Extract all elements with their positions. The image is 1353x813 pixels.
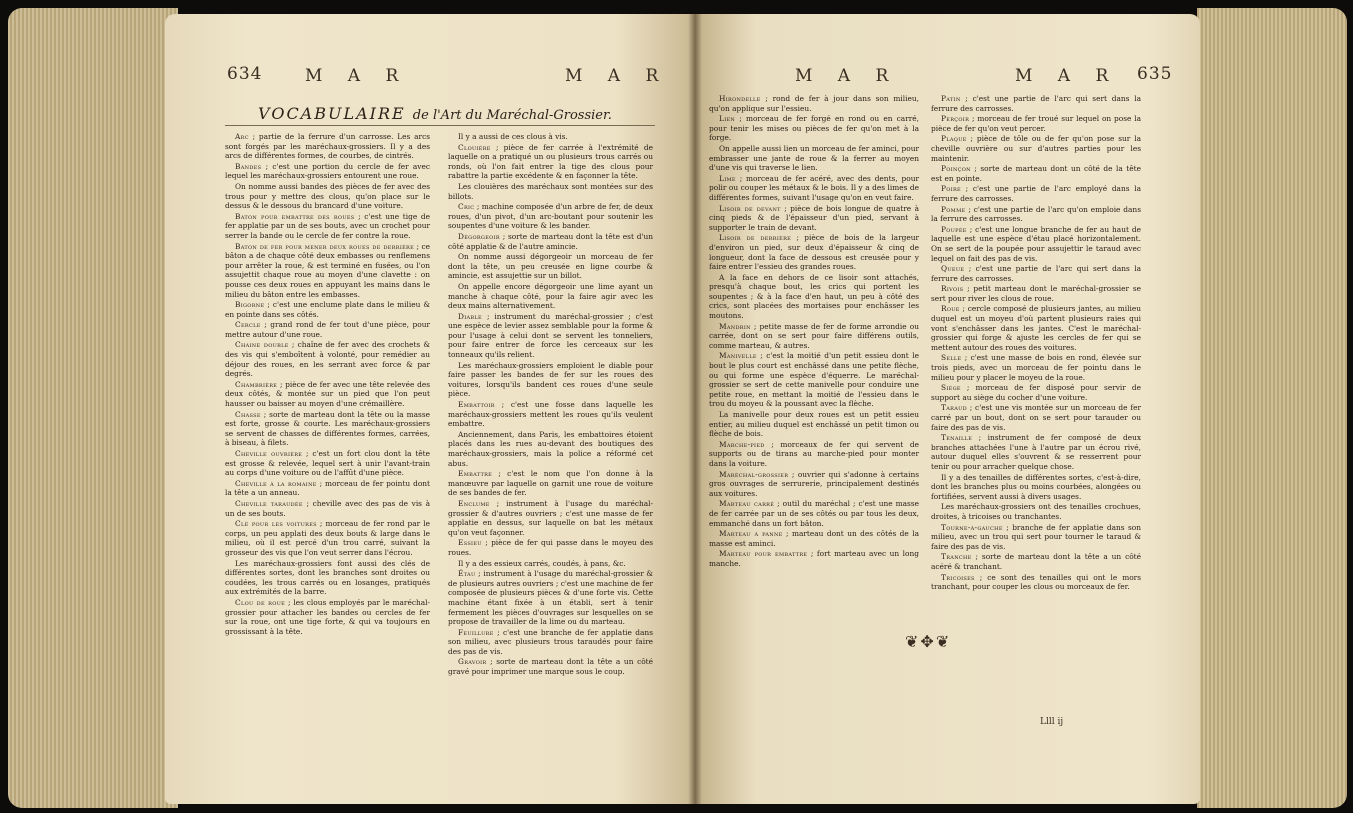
- entry: [225, 132, 430, 161]
- entry: [448, 430, 653, 468]
- entry-text: ; c'est une portion du cercle de fer avec lequel les maréchaux-grossiers entourent une roue.: [225, 161, 430, 181]
- entry-lemma: Taraud: [941, 403, 967, 413]
- entry-text: ; morceau de fer troué sur lequel on pose la pièce de fer qu'on veut percer.: [931, 114, 1141, 133]
- entry-text: ; sorte de marteau dont un côté de la tête est en pointe.: [931, 164, 1141, 183]
- entry-text: ; c'est une partie de l'arc employé dans la ferrure des carrosses.: [931, 184, 1141, 203]
- page-number-left: 634: [227, 64, 263, 84]
- entry: [448, 182, 653, 201]
- entry-text: ; sorte de marteau dont la tête a un côté gravé pour imprimer une marque sous le coup.: [448, 657, 653, 677]
- entry-lemma: Mandrin: [719, 321, 751, 331]
- entry-text: Les maréchaux-grossiers emploient le diable pour faire passer les bandes de fer sur les roues des voitures, lorsqu'ils bandent ces roues d'une seule pièce.: [448, 360, 653, 399]
- entry-text: ; c'est un fort clou dont la tête est grosse & relevée, lequel sert à unir l'avant-train au corps d'une voiture ou de l'affût d'une pièce.: [225, 449, 431, 478]
- entry-text: ; c'est une tige de fer applatie par un de ses bouts, avec un crochet pour serrer la bande ou le cercle de fer contre la roue.: [225, 211, 430, 240]
- entry: [709, 144, 919, 173]
- entry-lemma: Selle: [941, 353, 962, 363]
- entry-text: ; pièce de fer avec une tête relevée des deux côtés, & montée sur un pied que l'on peut hausser ou baisser au moyen d'une crémaillère.: [225, 379, 430, 409]
- entry: [225, 410, 430, 448]
- entry: [225, 598, 430, 636]
- entry: [931, 184, 1141, 203]
- entry-text: ; morceau de fer rond par le corps, un peu applati des deux bouts & large dans le milieu, où il est percé d'un trou carré, suivant la grosseur des vis que l'on veut serrer dans l'écrou.: [225, 519, 431, 557]
- entry-lemma: Baton de fer pour mener deux roues de derrière: [235, 241, 415, 251]
- entry-text: ; fort marteau avec un long manche.: [709, 549, 919, 568]
- entry: [448, 132, 653, 142]
- entry: [448, 628, 653, 657]
- entry: [931, 552, 1141, 571]
- entry-lemma: Essieu: [458, 538, 482, 548]
- entry: [931, 134, 1141, 163]
- text-column: [225, 132, 430, 792]
- entry: [931, 94, 1141, 113]
- entry-text: ; branche de fer applatie dans son milieu, avec un trou qui sert pour tourner le taraud & faire des pas de vis.: [931, 522, 1141, 551]
- entry-text: ; partie de la ferrure d'un carrosse. Les arcs sont forgés par les maréchaux-grossiers. Il y a des arcs de différentes formes, de courbes, de cintrés.: [225, 132, 430, 161]
- entry-text: ; cercle composé de plusieurs jantes, au milieu duquel est un moyeu d'où partent plusieurs raies qui vont s'enchâsser dans les jantes. C'est le maréchal-grossier qui forge & ajuste les cercles de fer qui se mettent autour des roues des voitures.: [931, 304, 1141, 352]
- entry-lemma: Lime: [719, 173, 736, 183]
- entry-text: ; chaîne de fer avec des crochets & des vis qui s'emboîtent à volonté, pour remédier au déjour des roues, en les serrant avec force & par degrés.: [225, 340, 430, 379]
- entry-lemma: Cheville ouvrière: [235, 449, 303, 458]
- left-page: [165, 14, 695, 804]
- right-page: [695, 14, 1200, 804]
- entry: [931, 114, 1141, 133]
- running-head: M A R: [795, 66, 899, 86]
- entry-text: Il y a aussi de ces clous à vis.: [458, 132, 568, 141]
- entry-lemma: Cheville taraudée: [235, 498, 303, 508]
- running-head: M A R: [1015, 66, 1119, 86]
- entry: [225, 499, 430, 518]
- entry: [931, 473, 1141, 502]
- entry: [709, 549, 919, 568]
- entry: [931, 353, 1141, 382]
- entry: [931, 225, 1141, 263]
- entry-text: A la face en dehors de ce lisoir sont attachés, presqu'à chaque bout, les crics qui portent les soupentes ; & à la face d'en haut, un peu à côté des crics, sont placées des mortaises pour enchâsser les moutons.: [709, 272, 919, 321]
- entry-text: ; c'est une partie de l'arc qui sert dans la ferrure des carrosses.: [931, 264, 1141, 283]
- entry-text: ; pièce de fer qui passe dans le moyeu des roues.: [448, 538, 653, 557]
- entry: [225, 380, 430, 409]
- entry: [931, 383, 1141, 402]
- entry-text: ; instrument de fer composé de deux branches attachées l'une à l'autre par un écrou rivé, autour duquel elles s'ouvrent & se resserrent pour tenir ou pour arracher quelque chose.: [931, 433, 1141, 471]
- entry: [931, 304, 1141, 352]
- entry-text: ; petit marteau dont le maréchal-grossier se sert pour river les clous de roue.: [931, 284, 1141, 303]
- entry-lemma: Lisoir de derrière: [719, 233, 792, 243]
- entry-text: ; sorte de marteau dont la tête ou la masse est forte, grosse & courte. Les maréchaux-grossiers se servent de chasses de différentes formes, carrées, à biseau, à filets.: [225, 409, 430, 448]
- entry-text: ; cheville avec des pas de vis à un de ses bouts.: [225, 498, 431, 518]
- entry-text: ; sorte de marteau dont la tête est d'un côté applatie & de l'autre amincie.: [448, 231, 653, 251]
- entry-text: ; sorte de marteau dont la tête a un côté acéré & tranchant.: [931, 552, 1141, 571]
- entry-lemma: Chambrière: [235, 379, 278, 389]
- entry-lemma: Manivelle: [719, 351, 757, 361]
- entry-text: Les clouières des maréchaux sont montées sur des billots.: [448, 181, 653, 201]
- entry: [709, 94, 919, 113]
- book-edge-left: [8, 8, 178, 808]
- entry: [709, 470, 919, 499]
- entry-lemma: Poire: [941, 184, 961, 194]
- entry-text: ; morceau de fer forgé en rond ou en carré, pour tenir les mises ou pièces de fer qu'on met à la forge.: [709, 114, 919, 143]
- entry: [709, 233, 919, 271]
- entry-lemma: Tricoises: [941, 572, 975, 582]
- entry-text: Les maréchaux-grossiers ont des tenailles crochues, droites, à tricoises ou tranchantes.: [931, 502, 1141, 521]
- entry: [931, 433, 1141, 471]
- entry-text: ; morceau de fer disposé pour servir de support au siège du cocher d'une voiture.: [931, 383, 1141, 402]
- entry-lemma: Siège: [941, 383, 961, 393]
- entry-text: ; c'est une masse de bois en rond, élevée sur trois pieds, avec un morceau de fer pointu dans le milieu pour y placer le moyeu de la roue.: [931, 353, 1141, 382]
- entry-lemma: Clouière: [458, 142, 491, 152]
- entry: [448, 252, 653, 281]
- entry: [931, 205, 1141, 224]
- book-edge-right: [1197, 8, 1347, 808]
- entry: [709, 529, 919, 548]
- title-rule: [225, 125, 655, 126]
- entry-lemma: Bandes: [235, 161, 262, 171]
- entry-lemma: Feuillure: [458, 627, 494, 637]
- entry-lemma: Clou de roue: [235, 597, 286, 607]
- entry-lemma: Maréchal-grossier: [719, 469, 789, 479]
- entry-text: Les maréchaux-grossiers font aussi des clés de différentes sortes, dont les branches sont droites ou coudées, les trous carrés ou en losanges, pratiqués aux extrémités de la barre.: [225, 558, 430, 597]
- entry-text: ; c'est le nom que l'on donne à la manœuvre par laquelle on garnit une roue de voiture de ses bandes de fer.: [448, 469, 653, 498]
- entry-lemma: Marteau pour embattre: [719, 549, 808, 559]
- entry: [931, 502, 1141, 521]
- text-column: [709, 94, 919, 694]
- entry: [225, 479, 430, 498]
- entry: [448, 538, 653, 557]
- entry: [448, 469, 653, 498]
- entry: [448, 657, 653, 676]
- entry: [709, 410, 919, 439]
- entry-text: ; instrument à l'usage du maréchal-grossier & d'autres ouvriers ; c'est une masse de fer applatie en dessus, sur laquelle on bat les métaux qu'on veut façonner.: [448, 498, 653, 537]
- entry-lemma: Bigorne: [235, 300, 265, 310]
- entry: [225, 300, 430, 319]
- entry-lemma: Diable: [458, 311, 482, 321]
- entry-text: ; les clous employés par le maréchal-grossier pour attacher les bandes ou cercles de fer sur la roue, ont une tige forte, & qui va toujours en grossissant à la tête.: [225, 597, 430, 636]
- entry-text: ; ce sont des tenailles qui ont le mors tranchant, pour couper les clous ou morceaux de fer.: [931, 572, 1141, 592]
- entry-text: ; c'est une vis montée sur un morceau de fer carré par un bout, dont on se sert pour tarauder ou faire des pas de vis.: [931, 403, 1141, 432]
- entry: [225, 559, 430, 597]
- entry: [225, 519, 430, 557]
- entry-text: ; c'est une partie de l'arc qu'on emploie dans la ferrure des carrosses.: [931, 204, 1141, 224]
- page-title: [215, 104, 655, 123]
- entry-text: ; c'est une longue branche de fer au haut de laquelle est une espèce d'étau placé horizontalement. On se sert de la poupée pour assujettir le taraud avec lequel on fait des pas de vis.: [931, 224, 1141, 263]
- entry: [931, 164, 1141, 183]
- entry: [225, 449, 430, 478]
- entry: [709, 351, 919, 409]
- entry: [448, 143, 653, 181]
- text-column: [931, 94, 1141, 654]
- entry-lemma: Tourne-à-gauche: [941, 522, 1003, 532]
- entry-text: ; pièce de bois de la largeur d'environ un pied, sur deux d'épaisseur & cinq de longueur, dont la face de dessous est creusée pour y faire entrer l'essieu des grandes roues.: [709, 233, 919, 272]
- entry-lemma: Clé pour les voitures: [235, 519, 317, 529]
- running-head: M A R: [565, 66, 669, 86]
- entry-text: ; c'est une enclume plate dans le milieu & en pointe dans ses côtés.: [225, 300, 430, 319]
- entry-text: ; pièce de bois longue de quatre à cinq pieds & de l'épaisseur d'un pied, servant à supporter le train de devant.: [709, 203, 919, 232]
- entry: [931, 264, 1141, 283]
- entry: [931, 403, 1141, 432]
- entry: [225, 212, 430, 241]
- entry-text: ; grand rond de fer tout d'une pièce, pour mettre autour d'une roue.: [225, 320, 430, 339]
- entry: [225, 320, 430, 339]
- entry: [448, 202, 653, 231]
- entry-lemma: Chaine double: [235, 340, 289, 350]
- entry-text: ; rond de fer à jour dans son milieu, qu'on applique sur l'essieu.: [709, 94, 919, 113]
- entry-lemma: Embattoir: [458, 400, 495, 410]
- entry-lemma: Lien: [719, 114, 736, 124]
- entry: [448, 400, 653, 429]
- entry-lemma: Dégorgeoir: [458, 231, 500, 241]
- entry-text: ; instrument à l'usage du maréchal-grossier & de plusieurs autres ouvriers ; c'est une machine de fer composée de plusieurs pièces & d'une forte vis. Cette machine étant fixée à un établi, sert à tenir fermement les pièces d'ouvrages sur lesquelles on se propose de travailler de la lime ou du marteau.: [448, 569, 653, 627]
- entry: [931, 573, 1141, 592]
- entry-lemma: Marche-pied: [719, 439, 765, 449]
- entry-lemma: Chasse: [235, 409, 261, 419]
- entry-text: ; instrument du maréchal-grossier ; c'est une espèce de levier assez semblable pour la forme & pour l'usage à celui dont se servent les tonneliers, pour faire entrer de force les cerceaux sur les tonneaux qu'ils relient.: [448, 311, 653, 360]
- entry: [709, 273, 919, 321]
- entry-text: Anciennement, dans Paris, les embattoires étoient placés dans les rues au-devant des boutiques des maréchaux-grossiers, mais la police a réformé cet abus.: [448, 429, 653, 468]
- entry-lemma: Queue: [941, 264, 965, 274]
- entry: [709, 440, 919, 469]
- entry-text: On nomme aussi dégorgeoir un morceau de fer dont la tête, un peu creusée en ligne courbe & amincie, est assujettie sur un billot.: [448, 252, 653, 281]
- entry-lemma: Gravoir: [458, 657, 487, 667]
- entry: [931, 284, 1141, 303]
- entry: [709, 114, 919, 143]
- entry-lemma: Embattre: [458, 469, 493, 479]
- entry-text: ; ce bâton a de chaque côté deux embasses ou renflemens pour arrêter la roue, & est terminé en fusées, ou l'on assujettit chaque roue au moyen d'une clavette : on pousse ces deux roues en appuyant les mains dans le milieu du bâton entre les embasses.: [225, 241, 431, 299]
- entry: [448, 559, 653, 569]
- entry-text: ; c'est une branche de fer applatie dans son milieu, avec plusieurs trous taraudés pour faire des pas de vis.: [448, 627, 653, 656]
- entry-lemma: Cercle: [235, 320, 261, 330]
- entry-text: ; c'est une fosse dans laquelle les maréchaux-grossiers mettent les roues qu'ils veulent embattre.: [448, 400, 653, 429]
- entry-text: ; pièce de fer carrée à l'extrémité de laquelle on a pratiqué un ou plusieurs trous carrés ou ronds, où l'on fait entrer la tige des clous pour rabattre la partie excédente & en façonner la tête.: [448, 142, 653, 181]
- entry-text: Il y a des essieux carrés, coudés, à pans, &c.: [458, 558, 626, 568]
- entry: [931, 523, 1141, 552]
- entry-lemma: Perçoir: [941, 114, 970, 124]
- entry-lemma: Tenaille: [941, 433, 973, 443]
- entry: [709, 499, 919, 528]
- gutter-shadow: [688, 14, 702, 804]
- entry-lemma: Hirondelle: [719, 94, 761, 103]
- entry-lemma: Pomme: [941, 204, 966, 214]
- entry-lemma: Baton pour embattre des roues: [235, 211, 355, 221]
- entry: [225, 340, 430, 378]
- entry: [448, 282, 653, 311]
- entry-lemma: Cric: [458, 202, 475, 212]
- entry-lemma: Patin: [941, 94, 961, 103]
- entry: [448, 312, 653, 360]
- entry-lemma: Plaque: [941, 134, 967, 144]
- entry: [709, 322, 919, 351]
- title-main: VOCABULAIRE: [258, 104, 406, 123]
- entry-lemma: Enclume: [458, 498, 490, 508]
- entry-lemma: Cheville à la romaine: [235, 478, 317, 488]
- title-sub: de l'Art du Maréchal-Grossier.: [412, 108, 612, 123]
- entry-lemma: Arc: [235, 132, 249, 141]
- entry-text: ; outil du maréchal ; c'est une masse de fer carrée par un de ses côtés ou par tous les deux, emmanché dans un fort bâton.: [709, 499, 919, 528]
- entry-text: ; marteau dont un des côtés de la masse est aminci.: [709, 529, 919, 548]
- entry-lemma: Poinçon: [941, 164, 971, 174]
- entry-text: ; morceau de fer acéré, avec des dents, pour polir ou couper les métaux & le bois. Il y a des limes de différentes formes, suivant l'usage qu'on en veut faire.: [709, 173, 919, 202]
- entry: [448, 361, 653, 399]
- entry: [448, 499, 653, 537]
- entry-lemma: Tranche: [941, 552, 972, 562]
- entry: [448, 569, 653, 627]
- text-column: [448, 132, 653, 792]
- entry: [709, 174, 919, 203]
- entry-text: La manivelle pour deux roues est un petit essieu entier, au milieu duquel est enchâssé un petit timon ou flèche de bois.: [709, 410, 919, 439]
- entry-lemma: Rivois: [941, 284, 964, 294]
- entry-text: ; machine composée d'un arbre de fer, de deux roues, d'un pivot, d'un arc-boutant pour soutenir les soupentes d'une voiture & les bander.: [448, 202, 653, 231]
- entry-text: ; morceaux de fer qui servent de supports ou de tirans au marche-pied pour monter dans la voiture.: [709, 439, 919, 468]
- entry-lemma: Marteau à panne: [719, 529, 783, 539]
- entry-text: On appelle encore dégorgeoir une lime ayant un manche à chaque côté, pour la faire agir avec les deux mains alternativement.: [448, 281, 653, 311]
- entry-text: ; petite masse de fer de forme arrondie ou carrée, dont on se sert pour faire différens outils, comme marteau, & autres.: [709, 321, 919, 350]
- running-head: M A R: [305, 66, 409, 86]
- entry-lemma: Roue: [941, 304, 960, 314]
- entry-text: ; pièce de tôle ou de fer qu'on pose sur la cheville ouvrière ou sur d'autres parties pour les maintenir.: [931, 134, 1141, 163]
- entry-text: ; c'est la moitié d'un petit essieu dont le bout le plus court est enchâssé dans une petite flèche, ou qui forme une espèce d'équerre. Le maréchal-grossier se sert de cette manivelle pour conduire une petite roue, en mettant la moitié de l'essieu dans le trou du moyeu & la poussant avec la flèche.: [709, 351, 919, 409]
- entry-text: On appelle aussi lien un morceau de fer aminci, pour embrasser une jante de roue & la ferrer au moyen d'une vis qui traverse le lien.: [709, 143, 919, 173]
- entry: [225, 162, 430, 181]
- entry: [225, 242, 430, 300]
- entry-text: On nomme aussi bandes des pièces de fer avec des trous pour y mettre des clous, qu'on place sur le dessus & le dessous du brancard d'une voiture.: [225, 181, 430, 211]
- entry-lemma: Lisoir de devant: [719, 203, 781, 213]
- entry-text: ; c'est une partie de l'arc qui sert dans la ferrure des carrosses.: [931, 94, 1141, 113]
- page-number-right: 635: [1137, 64, 1173, 84]
- entry: [225, 182, 430, 211]
- ornament: ❦✥❦: [905, 632, 952, 651]
- entry-lemma: Marteau carré: [719, 499, 775, 509]
- entry-text: Il y a des tenailles de différentes sortes, c'est-à-dire, dont les branches plus ou moins courbées, alongées ou fortifiées, servent aussi à divers usages.: [931, 472, 1141, 501]
- entry-text: ; morceau de fer pointu dont la tête a un anneau.: [225, 478, 430, 498]
- entry-lemma: Étau: [458, 569, 476, 579]
- entry-text: ; ouvrier qui s'adonne à certains gros ouvrages de serrurerie, principalement destinés aux voitures.: [709, 469, 919, 498]
- signature-mark: Llll ij: [1040, 717, 1064, 727]
- entry-lemma: Poupée: [941, 224, 967, 234]
- entry: [448, 232, 653, 251]
- entry: [709, 204, 919, 233]
